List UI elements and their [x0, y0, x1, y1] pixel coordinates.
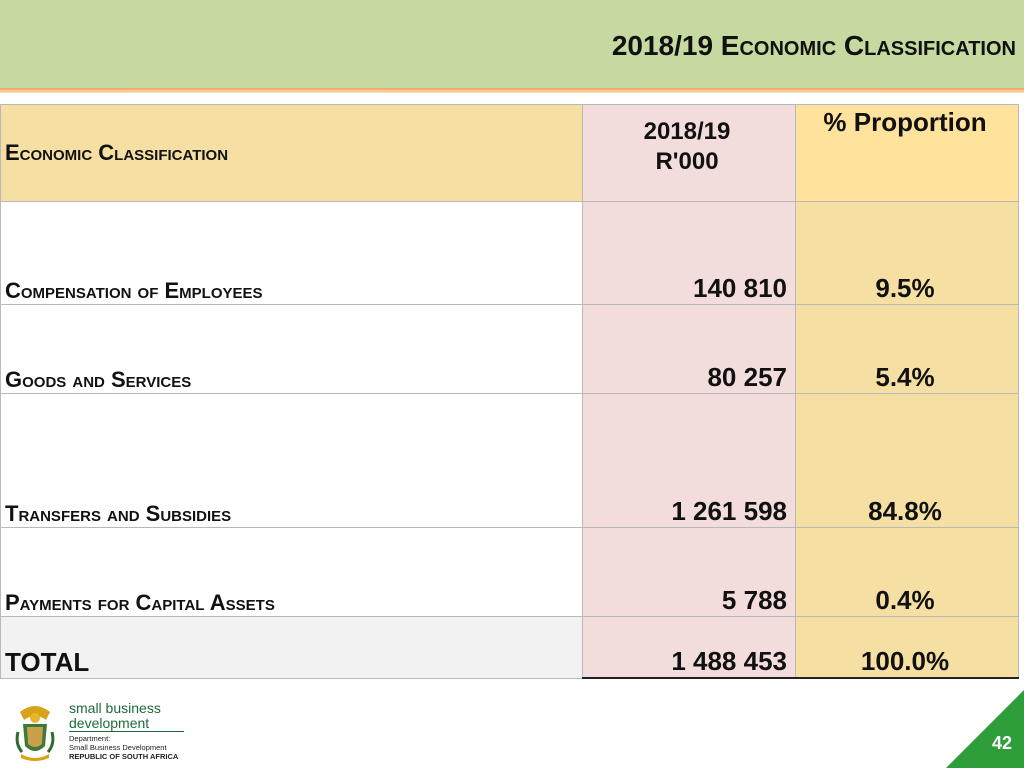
- table-row: [1, 202, 1019, 305]
- table-row: [1, 394, 1019, 528]
- logo-sub1: Department:: [69, 734, 111, 743]
- logo-department-text: [69, 734, 178, 761]
- economic-classification-table: [0, 104, 1019, 679]
- total-proportion: 100.0%: [796, 617, 1019, 679]
- logo-sub2: Small Business Development: [69, 743, 167, 752]
- slide-title: 2018/19 Economic Classification: [611, 30, 1016, 61]
- logo-sub3: REPUBLIC OF SOUTH AFRICA: [69, 752, 179, 761]
- row-amount: 140 810: [583, 202, 796, 305]
- total-label: TOTAL: [1, 617, 583, 679]
- table-row: [1, 528, 1019, 617]
- table-row: [1, 305, 1019, 394]
- row-amount: 80 257: [583, 305, 796, 394]
- row-label: Compensation of Employees: [1, 202, 583, 305]
- logo-line2: development: [69, 715, 150, 731]
- total-row: [1, 617, 1019, 679]
- header-classification: Economic Classification: [1, 105, 583, 202]
- logo-line1: small business: [69, 700, 161, 716]
- header-proportion: % Proportion: [796, 105, 1019, 202]
- row-proportion: 9.5%: [796, 202, 1019, 305]
- header-year-line2: R'000: [655, 148, 719, 175]
- row-label: Transfers and Subsidies: [1, 394, 583, 528]
- row-amount: 1 261 598: [583, 394, 796, 528]
- row-label: Payments for Capital Assets: [1, 528, 583, 617]
- coat-of-arms-icon: [12, 702, 58, 762]
- table-header-row: [1, 105, 1019, 202]
- row-proportion: 5.4%: [796, 305, 1019, 394]
- total-amount: 1 488 453: [583, 617, 796, 679]
- logo-divider: [69, 731, 184, 732]
- row-proportion: 0.4%: [796, 528, 1019, 617]
- page-number-badge: [946, 690, 1024, 768]
- row-proportion: 84.8%: [796, 394, 1019, 528]
- row-label: Goods and Services: [1, 305, 583, 394]
- header-year: [583, 105, 796, 202]
- header-year-line1: 2018/19: [643, 118, 731, 145]
- title-underline: [0, 88, 1024, 93]
- row-amount: 5 788: [583, 528, 796, 617]
- department-logo: [12, 700, 192, 764]
- page-number: 42: [991, 733, 1012, 753]
- logo-wordmark: [69, 701, 161, 731]
